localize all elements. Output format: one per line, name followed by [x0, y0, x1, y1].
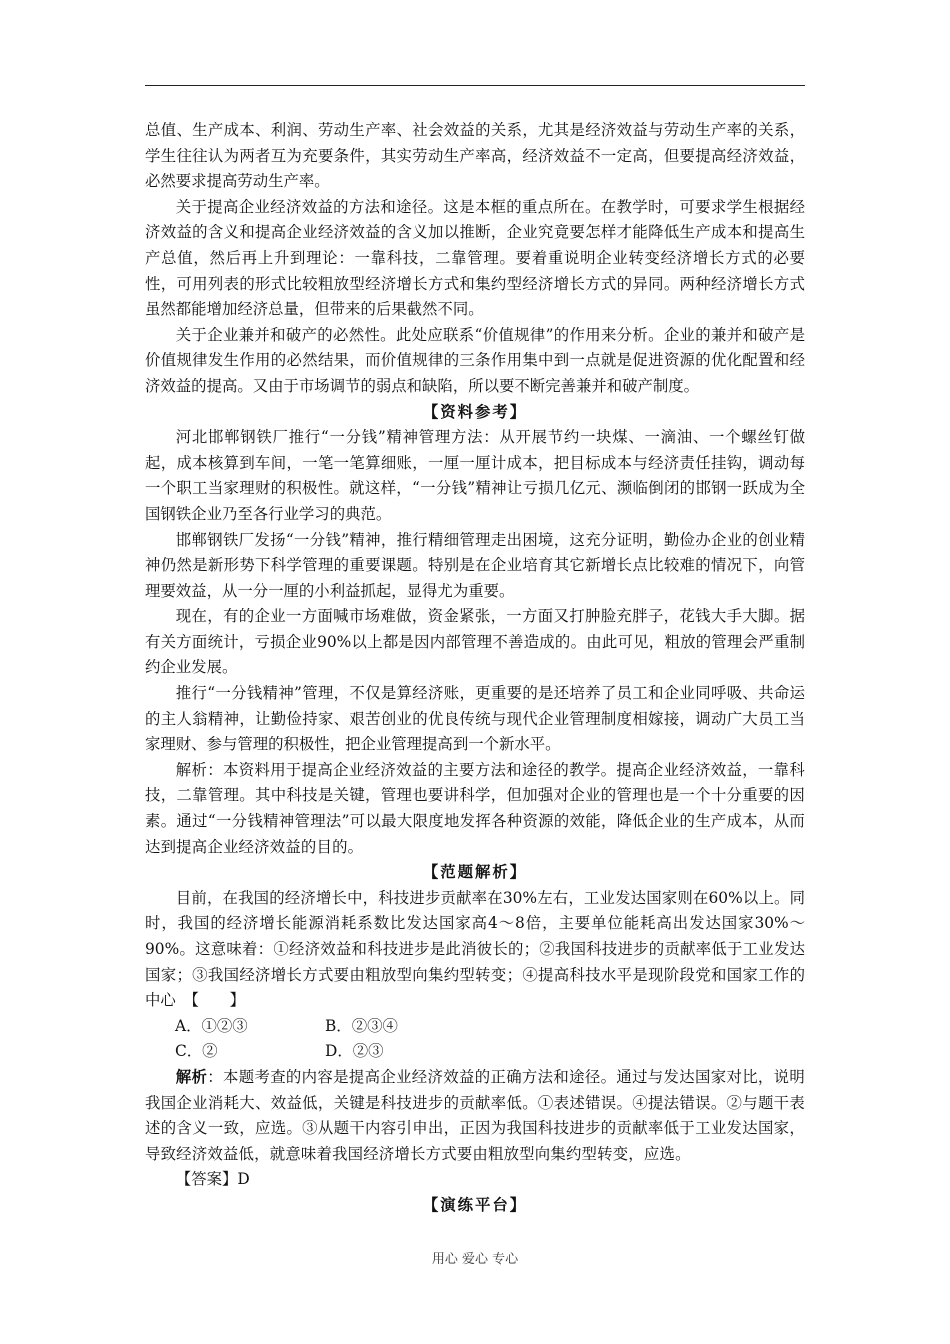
option-b: B．②③④	[325, 1016, 398, 1035]
option-c: C．②	[175, 1042, 218, 1061]
paragraph-ziliao-2: 邯郸钢铁厂发扬“一分钱”精神，推行精细管理走出困境，这充分证明，勤俭办企业的创业精神仍然是新形势下科学管理的重要课题。特别是在企业培育其它新增长点比较难的情况下，向管理要效益，从一分一厘的小利益抓起，显得尤为重要。	[145, 530, 805, 600]
header-rule	[145, 85, 805, 86]
paragraph-intro-1: 总值、生产成本、利润、劳动生产率、社会效益的关系，尤其是经济效益与劳动生产率的关系，学生往往认为两者互为充要条件，其实劳动生产率高，经济效益不一定高，但要提高经济效益，必然要求提高劳动生产率。	[145, 121, 805, 191]
paragraph-intro-3: 关于企业兼并和破产的必然性。此处应联系“价值规律”的作用来分析。企业的兼并和破产是价值规律发生作用的必然结果，而价值规律的三条作用集中到一点就是促进资源的优化配置和经济效益的提高。又由于市场调节的弱点和缺陷，所以要不断完善兼并和破产制度。	[145, 325, 805, 395]
options-row-1	[145, 1014, 805, 1040]
paragraph-intro-2: 关于提高企业经济效益的方法和途径。这是本框的重点所在。在教学时，可要求学生根据经济效益的含义和提高企业经济效益的含义加以推断，企业究竟要怎样才能降低生产成本和提高生产总值，然后再上升到理论：一靠科技，二靠管理。要着重说明企业转变经济增长方式的必要性，可用列表的形式比较粗放型经济增长方式和集约型经济增长方式的异同。两种经济增长方式虽然都能增加经济总量，但带来的后果截然不同。	[145, 197, 805, 319]
answer-analysis	[145, 1065, 805, 1167]
paragraph-ziliao-1: 河北邯郸钢铁厂推行“一分钱”精神管理方法：从开展节约一块煤、一滴油、一个螺丝钉做起，成本核算到车间，一笔一笔算细账，一厘一厘计成本，把目标成本与经济责任挂钩，调动每一个职工当家理财的积极性。就这样，“一分钱”精神让亏损几亿元、濒临倒闭的邯钢一跃成为全国钢铁企业乃至各行业学习的典范。	[145, 428, 805, 523]
section-heading-fanti: 【范题解析】	[422, 863, 528, 882]
section-heading-yanlian: 【演练平台】	[422, 1195, 528, 1214]
paragraph-ziliao-4: 推行“一分钱精神”管理，不仅是算经济账，更重要的是还培养了员工和企业同呼吸、共命运的主人翁精神，让勤俭持家、艰苦创业的优良传统与现代企业管理制度相嫁接，调动广大员工当家理财、参与管理的积极性，把企业管理提高到一个新水平。	[145, 684, 805, 754]
option-a: A．①②③	[175, 1016, 248, 1035]
page-footer: 用心 爱心 专心	[431, 1252, 519, 1267]
answer-analysis-label: 解析	[175, 1067, 208, 1086]
section-heading-ziliao: 【资料参考】	[422, 402, 528, 421]
answer: 【答案】D	[175, 1170, 250, 1189]
paragraph-ziliao-3: 现在，有的企业一方面喊市场难做，资金紧张，一方面又打肿脸充胖子，花钱大手大脚。据有关方面统计，亏损企业90%以上都是因内部管理不善造成的。由此可见，粗放的管理会严重制约企业发展。	[145, 607, 805, 677]
answer-analysis-text: ：本题考查的内容是提高企业经济效益的正确方法和途径。通过与发达国家对比，说明我国企业消耗大、效益低，关键是科技进步的贡献率低。①表述错误。④提法错误。②与题干表述的含义一致，应选。③从题干内容引申出，正因为我国科技进步的贡献率低于工业发达国家，导致经济效益低，就意味着我国经济增长方式要由粗放型向集约型转变，应选。	[145, 1067, 805, 1163]
option-d: D．②③	[325, 1042, 384, 1061]
ziliao-analysis: 解析：本资料用于提高企业经济效益的主要方法和途径的教学。提高企业经济效益，一靠科技，二靠管理。其中科技是关键，管理也要讲科学，但加强对企业的管理也是一个十分重要的因素。通过“一分钱精神管理法”可以最大限度地发挥各种资源的效能，降低企业的生产成本，从而达到提高企业经济效益的目的。	[145, 760, 805, 856]
options-row-2	[145, 1039, 805, 1065]
question-stem: 目前，在我国的经济增长中，科技进步贡献率在30%左右，工业发达国家则在60%以上。同时，我国的经济增长能源消耗系数比发达国家高4～8倍，主要单位能耗高出发达国家30%～90%。这意味着：①经济效益和科技进步是此消彼长的；②我国科技进步的贡献率低于工业发达国家；③我国经济增长方式要由粗放型向集约型转变；④提高科技水平是现阶段党和国家工作的中心 【 】	[145, 888, 805, 1010]
document-body	[145, 118, 805, 1219]
